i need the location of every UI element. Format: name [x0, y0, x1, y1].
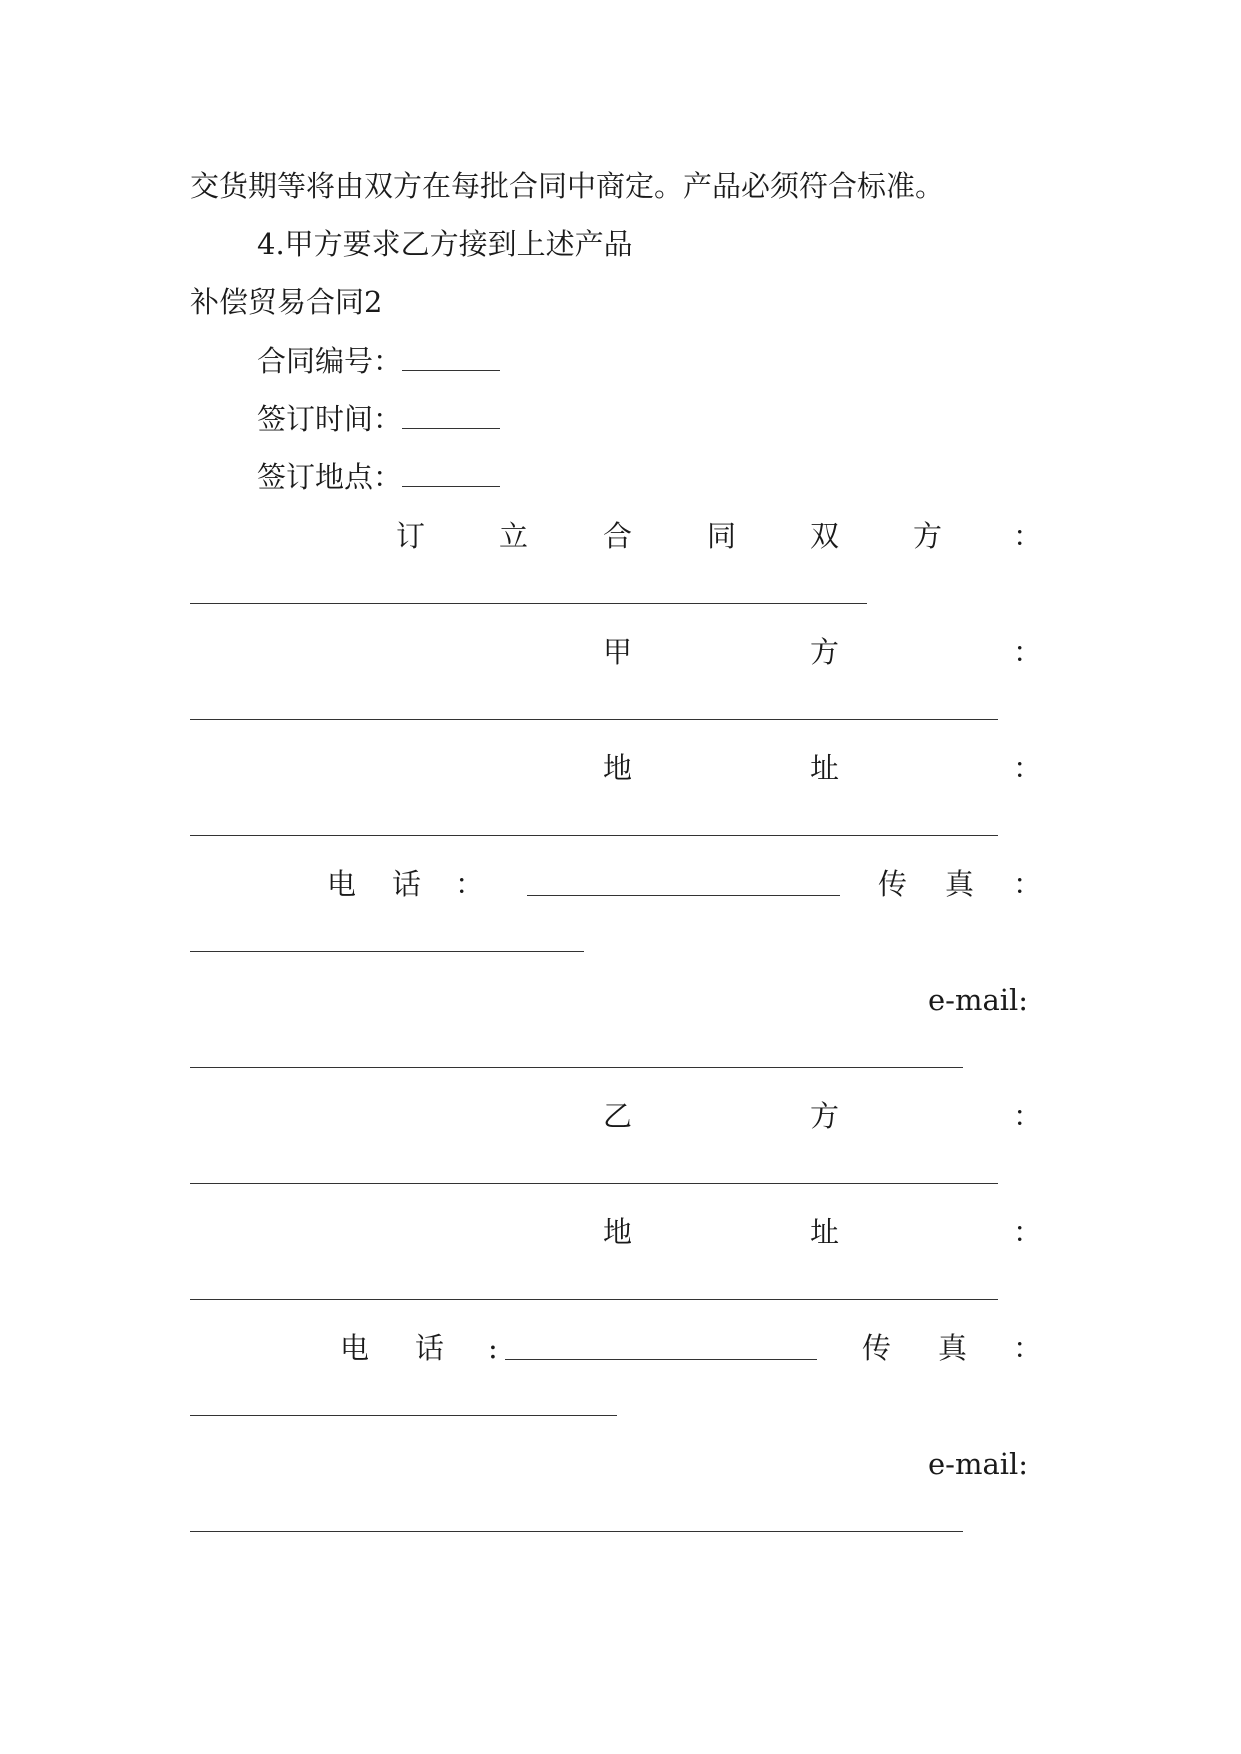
party-b-address-char: 址 [810, 1215, 840, 1249]
party-b-address-char: 地 [603, 1215, 633, 1249]
party-b-phone-char: 电 [340, 1331, 370, 1365]
party-a-fax-char: 传 [878, 867, 908, 901]
party-b-fax-char: ： [1013, 1331, 1043, 1365]
contract-heading: 补偿贸易合同2 [190, 285, 383, 319]
parties-char: 订 [396, 519, 426, 553]
party-b-char: ： [1013, 1099, 1043, 1133]
party-b-address-char: ： [1013, 1215, 1043, 1249]
sign-place-blank[interactable] [402, 458, 500, 487]
party-a-char: 甲 [603, 635, 633, 669]
party-b-blank[interactable] [190, 1183, 998, 1184]
parties-char: 立 [499, 519, 529, 553]
party-a-fax-char: ： [1013, 867, 1043, 901]
party-a-email-label: e-mail: [928, 983, 1029, 1017]
body-line-1: 交货期等将由双方在每批合同中商定。产品必须符合标准。 [190, 169, 945, 203]
party-b-address-blank[interactable] [190, 1299, 998, 1300]
party-b-email-blank[interactable] [190, 1531, 963, 1532]
party-a-address-blank[interactable] [190, 835, 998, 836]
party-a-address-char: 地 [603, 751, 633, 785]
party-a-fax-char: 真 [945, 867, 975, 901]
party-a-char: 方 [810, 635, 840, 669]
sign-time-label: 签订时间： [257, 402, 403, 436]
contract-no-field [257, 341, 500, 381]
party-b-char: 方 [810, 1099, 840, 1133]
party-a-phone-char: 电 [327, 867, 357, 901]
body-line-2: 4.甲方要求乙方接到上述产品 [257, 227, 633, 261]
parties-char: 方 [913, 519, 943, 553]
party-a-char: ： [1013, 635, 1043, 669]
parties-char: 合 [603, 519, 633, 553]
parties-char: ： [1013, 519, 1043, 553]
party-b-email-label: e-mail: [928, 1447, 1029, 1481]
party-b-phone-char: : [488, 1331, 498, 1365]
contract-no-blank[interactable] [402, 342, 500, 371]
party-a-blank[interactable] [190, 719, 998, 720]
party-a-email-blank[interactable] [190, 1067, 963, 1068]
party-b-fax-char: 真 [938, 1331, 968, 1365]
party-b-fax-blank[interactable] [190, 1415, 617, 1416]
party-b-phone-char: 话 [415, 1331, 445, 1365]
sign-time-blank[interactable] [402, 400, 500, 429]
party-a-fax-blank[interactable] [190, 951, 584, 952]
party-a-phone-blank[interactable] [527, 895, 840, 896]
parties-blank[interactable] [190, 603, 867, 604]
party-a-phone-char: 话 [392, 867, 422, 901]
sign-place-field [257, 457, 500, 497]
sign-place-label: 签订地点： [257, 460, 403, 494]
party-a-address-char: ： [1013, 751, 1043, 785]
party-a-address-char: 址 [810, 751, 840, 785]
party-a-phone-char: ： [455, 867, 485, 901]
party-b-char: 乙 [603, 1099, 633, 1133]
contract-no-label: 合同编号： [257, 344, 403, 378]
parties-char: 双 [810, 519, 840, 553]
parties-char: 同 [707, 519, 737, 553]
party-b-phone-blank[interactable] [505, 1359, 817, 1360]
party-b-fax-char: 传 [862, 1331, 892, 1365]
sign-time-field [257, 399, 500, 439]
